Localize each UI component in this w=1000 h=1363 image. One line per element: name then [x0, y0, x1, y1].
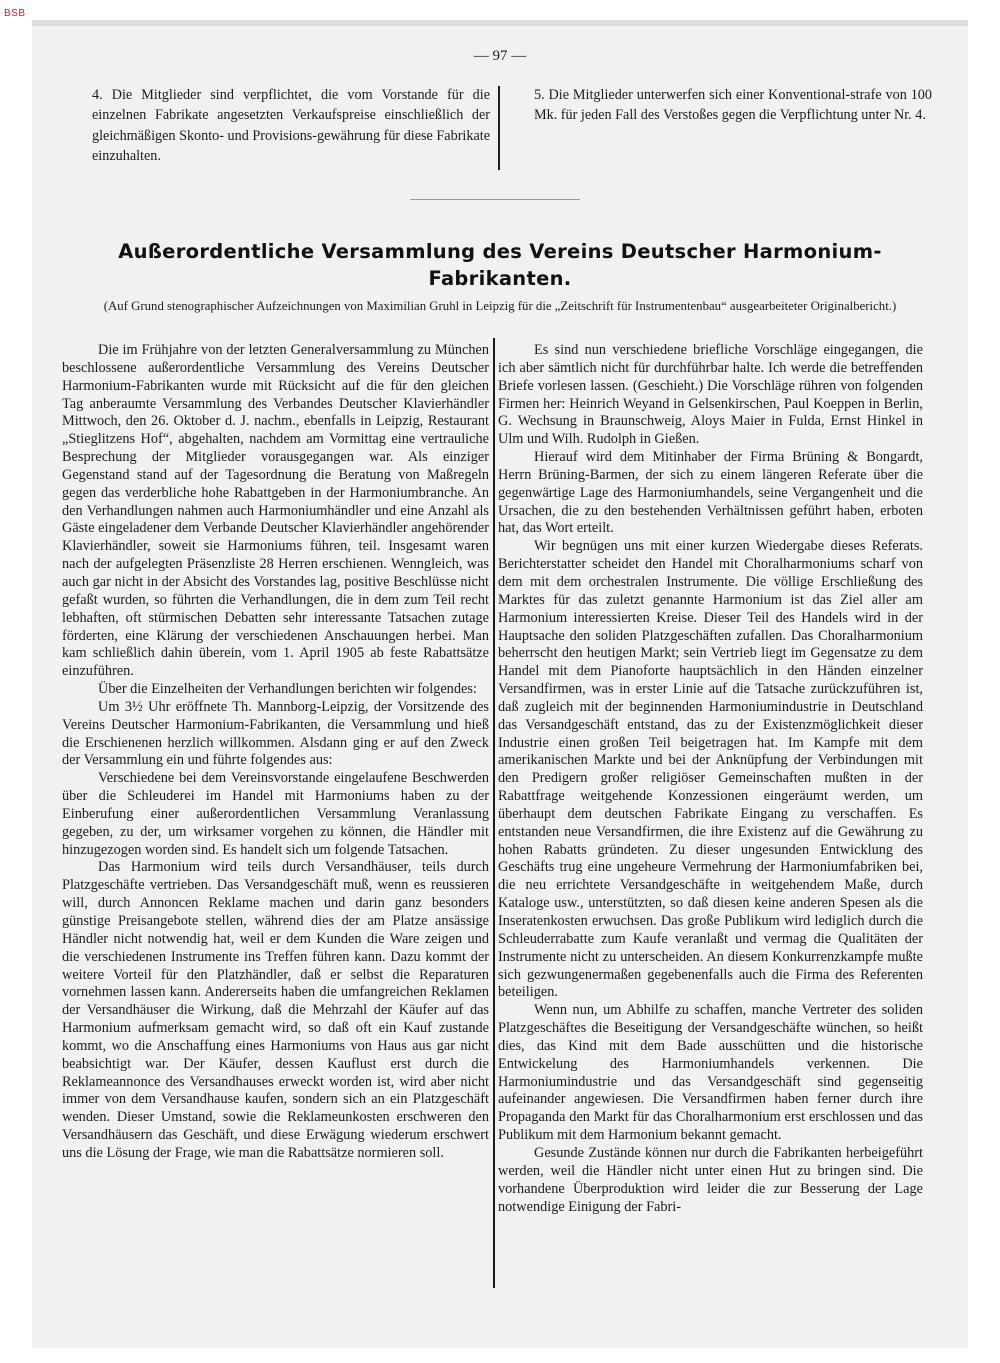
library-mark: BSB	[4, 8, 26, 19]
article-subtitle: (Auf Grund stenographischer Aufzeichnungen von Maximilian Gruhl in Leipzig für die „Zeitschrift für Instrumentenbau“ ausgearbeiteter Originalbericht.)	[103, 299, 897, 313]
paragraph: Die im Frühjahre von der letzten Generalversammlung zu München beschlossene außerordentliche Versammlung des Vereins Deutscher Harmonium-Fabrikanten wurde mit Rücksicht auf die für den gleichen Tag anberaumte Versammlung des Verbandes Deutscher Klavierhändler Mittwoch, den 26. Oktober d. J. nachm., ebenfalls in Leipzig, Restaurant „Stieglitzens Hof“, abgehalten, nachdem am Vormittag eine vertrauliche Besprechung der Mitglieder vorausgegangen war. Als einziger Gegenstand stand auf der Tagesordnung die Beratung von Maßregeln gegen das verderbliche hohe Rabattgeben in der Harmoniumbranche. An den Verhandlungen nahmen auch Harmoniumhändler und eine Anzahl als Gäste eingeladener dem Verbande Deutscher Klavierhändler angehörender Klavierhändler, soweit sie Harmoniums führen, teil. Insgesamt waren nach der aufgelegten Präsenzliste 28 Herren erschienen. Wenngleich, was auch gar nicht in der Absicht des Vorstandes lag, positive Beschlüsse nicht gefaßt wurden, so führten die Verhandlungen, die in dem zum Teil recht lebhaften, oft stürmischen Debatten sehr interessante Tatsachen zutage förderten, eine Klärung der verschiedenen Anschauungen herbei. Man kam schließlich dahin überein, vom 1. April 1905 ab feste Rabattsätze einzuführen.	[62, 342, 489, 680]
paragraph: Gesunde Zustände können nur durch die Fabrikanten herbeigeführt werden, weil die Händler nicht unter einen Hut zu bringen sind. Die vorhandene Überproduktion wird leider die zur Besserung der Lage notwendige Einigung der Fabri-	[498, 1144, 923, 1215]
page-number: — 97 —	[473, 48, 527, 64]
paragraph: Wenn nun, um Abhilfe zu schaffen, manche Vertreter des soliden Platzgeschäftes die Beseitigung der Versandgeschäfte wünchen, so heißt dies, das Kind mit dem Bade ausschütten und die historische Entwickelung des Harmoniumhandels verkennen. Die Harmoniumindustrie und das Versandgeschäft sind gegenseitig aufeinander angewiesen. Die Versandfirmen haben ferner durch ihre Propaganda den Markt für das Choralharmonium erst erschlossen und das Publikum mit dem Harmonium bekannt gemacht.	[498, 1002, 923, 1144]
item-5: 5. Die Mitglieder unterwerfen sich einer Konventional-strafe von 100 Mk. für jeden Fall des Verstoßes gegen die Verpflichtung unter Nr. 4.	[534, 87, 932, 124]
column-divider	[493, 338, 495, 1288]
item-4: 4. Die Mitglieder sind verpflichtet, die vom Vorstande für die einzelnen Fabrikate angesetzten Verkaufspreise einschließlich der gleichmäßigen Skonto- und Provisions-gewährung für diese Fabrikate einzuhalten.	[92, 87, 490, 165]
paragraph: Verschiedene bei dem Vereinsvorstande eingelaufene Beschwerden über die Schleuderei im Handel mit Harmoniums haben zu der Einberufung einer außerordentlichen Versammlung Veranlassung gegeben, zu der, um wirksamer vorgehen zu können, die Händler mit hinzugezogen worden sind. Es handelt sich um folgende Tatsachen.	[62, 770, 489, 858]
section-separator	[410, 199, 580, 200]
article-title: Außerordentliche Versammlung des Vereins Deutscher Harmonium-Fabrikanten.	[118, 240, 882, 290]
paragraph: Es sind nun verschiedene briefliche Vorschläge eingegangen, die ich aber sämtlich nicht für durchführbar halte. Ich werde die betreffenden Briefe vorlesen lassen. (Geschieht.) Die Vorschläge rühren von folgenden Firmen her: Heinrich Weyand in Gelsenkirschen, Paul Koeppen in Berlin, G. Wechsung in Braunschweig, Aloys Maier in Fulda, Ernst Hinkel in Ulm und Wilh. Rudolph in Gießen.	[498, 342, 923, 448]
paragraph: Um 3½ Uhr eröffnete Th. Mannborg-Leipzig, der Vorsitzende des Vereins Deutscher Harmonium-Fabrikanten, die Versammlung und hieß die Erschienenen herzlich willkommen. Alsdann ging er auf den Zweck der Versammlung ein und führte folgendes aus:	[62, 698, 489, 769]
paragraph: Wir begnügen uns mit einer kurzen Wiedergabe dieses Referats. Berichterstatter scheidet den Handel mit Choralharmoniums scharf von dem mit dem orchestralen Instrumente. Die völlige Erschließung des Marktes für das zuletzt genannte Harmonium ist das Ziel aller am Harmonium interessierten Kreise. Dieser Teil des Handels wird in der Hauptsache den soliden Platzgeschäften zufallen. Das Choralharmonium beherrscht den heutigen Markt; sein Vertrieb liegt im Gegensatze zu dem Handel mit dem Pianoforte hauptsächlich in den Händen einzelner Versandfirmen, was in erster Linie auf die Tatsache zurückzuführen ist, daß zugleich mit der beginnenden Harmoniumindustrie in Deutschland das Versandgeschäft entstand, das zu der Existenzmöglichkeit dieser Industrie einen großen Teil beigetragen hat. Im Kampfe mit dem amerikanischen Markte und bei der Anknüpfung der Verbindungen mit den Predigern großer religiöser Gemeinschaften mußten in der Rabattfrage weitgehende Konzessionen eingeräumt werden, um überhaupt dem deutschen Fabrikate Eingang zu verschaffen. Es entstanden neue Versandfirmen, die ihre Existenz auf die Gewährung zu hohen Rabatts gründeten. Zu dieser ungesunden Entwicklung des Geschäfts trug eine ungeheure Vermehrung der Harmoniumfabriken bei, die neu errichtete Versandgeschäfte in weitgehendem Maße, durch Kataloge usw., unterstützten, so daß diesen keine anderen Spesen als die Inseratenkosten erwuchsen. Das große Publikum wird lediglich durch die Schleuderrabatte zum Kaufe veranlaßt und vermag die Qualitäten der Instrumente nicht zu unterscheiden. An diesem Konkurrenzkampfe mußte sich gezwungenermaßen gegebenenfalls auch die Firma des Referenten beteiligen.	[498, 538, 923, 1001]
paragraph: Hierauf wird dem Mitinhaber der Firma Brüning & Bongardt, Herrn Brüning-Barmen, der sich zu einem längeren Referate über die gegenwärtige Lage des Harmoniumhandels, seine Vergangenheit und die Ursachen, die zu den bestehenden Verhältnissen geführt haben, erboten hat, das Wort erteilt.	[498, 449, 923, 537]
left-column	[62, 342, 489, 1163]
paragraph: Über die Einzelheiten der Verhandlungen berichten wir folgendes:	[98, 681, 477, 698]
paragraph: Das Harmonium wird teils durch Versandhäuser, teils durch Platzgeschäfte vertrieben. Das Versandgeschäft muß, wenn es reussieren will, durch Annoncen Reklame machen und darin ganz besonders günstige Preisangebote stellen, während dies der am Platze ansässige Händler nicht notwendig hat, weil er dem Kunden die Ware zeigen und die verschiedenen Instrumente ins Treffen führen kann. Dazu kommt der weitere Vorteil für den Platzhändler, daß er selbst die Reparaturen vornehmen lassen kann. Andererseits haben die umfangreichen Reklamen der Versandhäuser die Wirkung, daß die Mehrzahl der Käufer auf das Harmonium aufmerksam gemacht wird, so daß oft ein Kauf zustande kommt, wo die Anschaffung eines Harmoniums von Haus aus gar nicht beabsichtigt war. Der Käufer, dessen Kauflust erst durch die Reklameannonce des Versandhauses erweckt worden ist, wird aber nicht immer von dem Versandhause kaufen, sondern sich an ein Platzgeschäft wenden. Dieser Umstand, sowie die Reklameunkosten erschweren den Versandhäusern das Geschäft, und diese Erwägung wiederum erschwert uns die Lösung der Frage, wie man die Rabattsätze normieren soll.	[62, 859, 489, 1161]
top-column-divider	[498, 86, 500, 170]
right-column	[498, 342, 923, 1216]
